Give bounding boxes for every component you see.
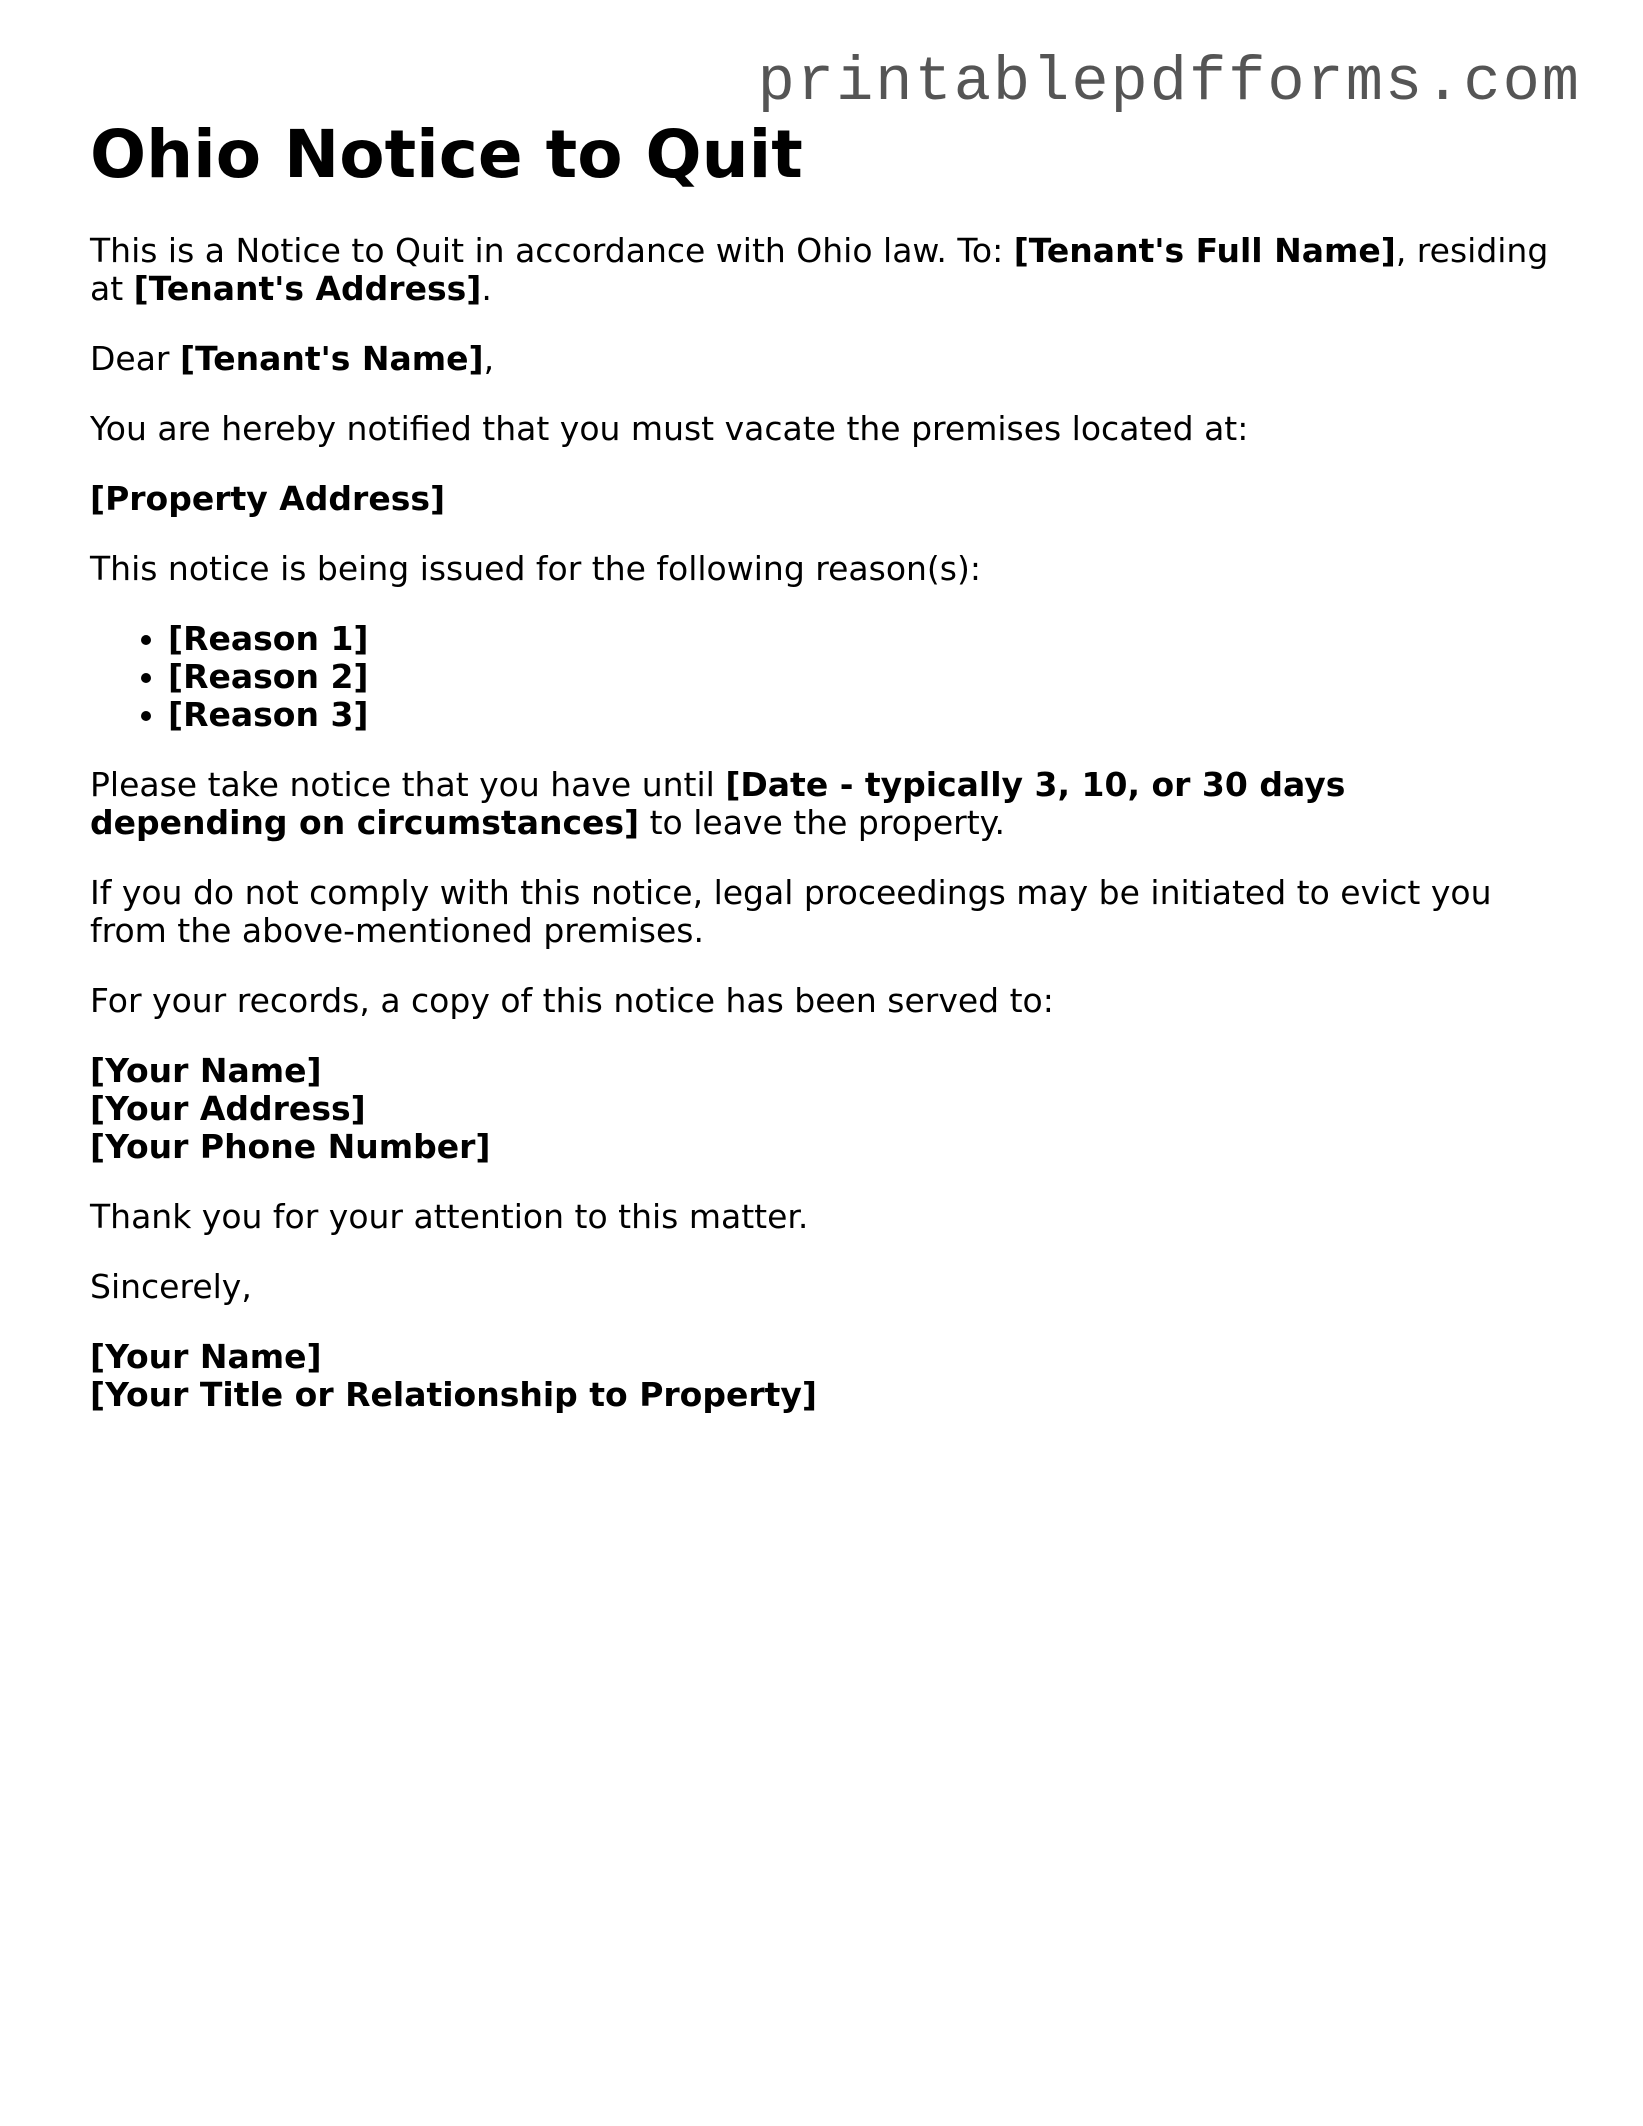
salutation-prefix: Dear xyxy=(90,338,180,378)
sender-phone: [Your Phone Number] xyxy=(90,1126,491,1166)
document-body xyxy=(90,118,1550,1446)
salutation xyxy=(90,340,1550,378)
sender-name: [Your Name] xyxy=(90,1050,322,1090)
deadline-date: [Date - typically 3, 10, or 30 days depending on circumstances] xyxy=(90,764,1346,842)
salutation-suffix: , xyxy=(483,338,495,378)
deadline-paragraph xyxy=(90,766,1550,842)
reasons-intro: This notice is being issued for the following reason(s): xyxy=(90,548,981,588)
intro-paragraph xyxy=(90,232,1550,308)
page-title: Ohio Notice to Quit xyxy=(90,116,803,193)
sender-address: [Your Address] xyxy=(90,1088,366,1128)
signature-title: [Your Title or Relationship to Property] xyxy=(90,1374,817,1414)
thanks-paragraph: Thank you for your attention to this matter. xyxy=(90,1196,809,1236)
tenant-full-name: [Tenant's Full Name] xyxy=(1013,230,1396,270)
list-item: • [Reason 1] xyxy=(168,620,1550,658)
list-item: • [Reason 2] xyxy=(168,658,1550,696)
records-paragraph: For your records, a copy of this notice has been served to: xyxy=(90,980,1054,1020)
reasons-list xyxy=(90,620,1550,734)
deadline-suffix: to leave the property. xyxy=(639,802,1005,842)
vacate-paragraph: You are hereby notified that you must vacate the premises located at: xyxy=(90,408,1249,448)
signature-name: [Your Name] xyxy=(90,1336,322,1376)
closing: Sincerely, xyxy=(90,1266,252,1306)
intro-prefix: This is a Notice to Quit in accordance with Ohio law. To: xyxy=(90,230,1014,270)
list-item: • [Reason 3] xyxy=(168,696,1550,734)
watermark-text: printablepdfforms.com xyxy=(757,47,1581,118)
tenant-address: [Tenant's Address] xyxy=(133,268,482,308)
deadline-prefix: Please take notice that you have until xyxy=(90,764,726,804)
property-address: [Property Address] xyxy=(90,478,446,518)
sender-block xyxy=(90,1052,1550,1166)
intro-suffix: . xyxy=(481,268,492,308)
property-address-paragraph xyxy=(90,480,1550,518)
intro-middle: , residing at xyxy=(90,230,1549,308)
tenant-name: [Tenant's Name] xyxy=(180,338,484,378)
signature-block xyxy=(90,1338,1550,1414)
warning-paragraph: If you do not comply with this notice, legal proceedings may be initiated to evict you from the above-mentioned premises. xyxy=(90,872,1492,950)
